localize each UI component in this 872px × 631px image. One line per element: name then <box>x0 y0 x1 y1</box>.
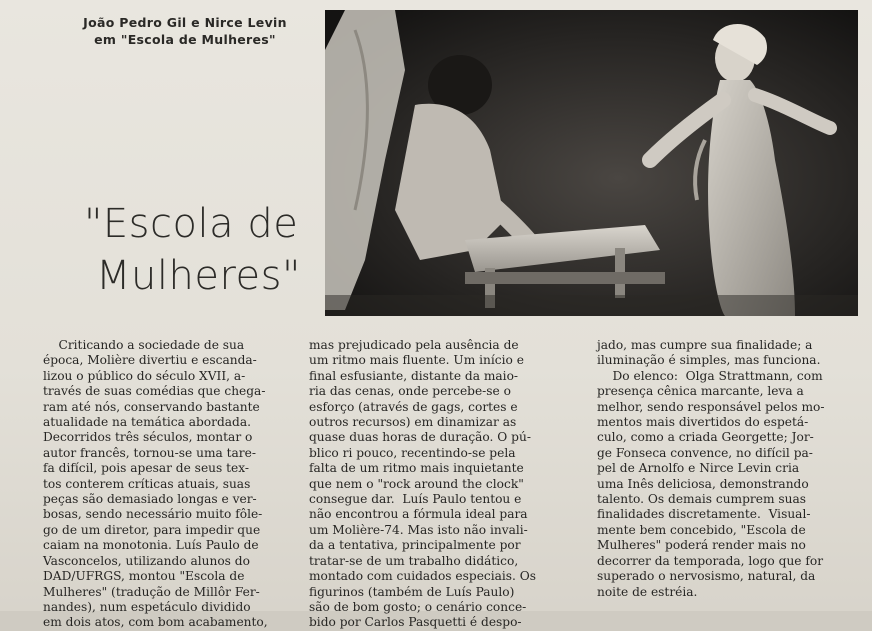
text-line: ram até nós, conservando bastante <box>43 399 260 414</box>
theater-scene-photo <box>325 10 858 316</box>
text-line: Decorridos três séculos, montar o <box>43 430 253 445</box>
text-line: bido por Carlos Pasquetti é despo- <box>309 615 522 630</box>
text-line: ge Fonseca convence, no difícil pa- <box>597 445 813 460</box>
text-line: go de um diretor, para impedir que <box>43 522 261 537</box>
headline-line-2: Mulheres" <box>96 253 301 299</box>
photo-caption-line-2: em "Escola de Mulheres" <box>94 32 276 47</box>
text-line: Do elenco: Olga Strattmann, com <box>597 368 823 383</box>
text-line: melhor, sendo responsável pelos mo- <box>597 399 825 414</box>
text-line: mas prejudicado pela ausência de <box>309 338 519 352</box>
headline-line-1: "Escola de <box>84 201 299 247</box>
text-line: em dois atos, com bom acabamento, <box>43 615 268 630</box>
text-line: bosas, sendo necessário muito fôle- <box>43 507 263 522</box>
text-line: época, Molière divertiu e escanda- <box>43 353 257 368</box>
text-line: presença cênica marcante, leva a <box>597 384 804 399</box>
photo-caption <box>60 14 310 48</box>
text-line: pel de Arnolfo e Nirce Levin cria <box>597 461 800 476</box>
text-line: ria das cenas, onde percebe-se o <box>309 384 511 399</box>
text-line: final esfusiante, distante da maio- <box>309 368 519 383</box>
text-line: Criticando a sociedade de sua <box>43 338 245 352</box>
article-column-2 <box>309 338 569 631</box>
text-line: que nem o "rock around the clock" <box>309 476 524 491</box>
text-line: autor francês, tornou-se uma tare- <box>43 445 256 460</box>
text-line: esforço (através de gags, cortes e <box>309 399 518 414</box>
text-line: tos conterem críticas atuais, suas <box>43 476 251 491</box>
text-line: noite de estréia. <box>597 584 698 599</box>
text-line: talento. Os demais cumprem suas <box>597 492 807 507</box>
text-line: blico ri pouco, recentindo-se pela <box>309 445 516 460</box>
text-line: Mulheres" poderá render mais no <box>597 538 806 553</box>
text-line: peças são demasiado longas e ver- <box>43 492 257 507</box>
text-line: figurinos (também de Luís Paulo) <box>309 584 515 599</box>
text-line: decorrer da temporada, logo que for <box>597 553 824 568</box>
theater-scene-photo-icon <box>325 10 858 316</box>
text-line: Vasconcelos, utilizando alunos do <box>43 553 250 568</box>
text-line: mente bem concebido, "Escola de <box>597 522 806 537</box>
text-line: superado o nervosismo, natural, da <box>597 569 816 584</box>
photo-caption-line-1: João Pedro Gil e Nirce Levin <box>83 15 287 30</box>
text-line: lizou o público do século XVII, a- <box>43 368 246 383</box>
text-line: tratar-se de um trabalho didático, <box>309 553 519 568</box>
text-line: culo, como a criada Georgette; Jor- <box>597 430 814 445</box>
text-line: falta de um ritmo mais inquietante <box>309 461 524 476</box>
text-line: finalidades discretamente. Visual- <box>597 507 811 522</box>
text-line: uma Inês deliciosa, demonstrando <box>597 476 809 491</box>
text-line: um ritmo mais fluente. Um início e <box>309 353 524 368</box>
text-line: outros recursos) em dinamizar as <box>309 415 517 430</box>
text-line: não encontrou a fórmula ideal para <box>309 507 528 522</box>
text-line: caiam na monotonia. Luís Paulo de <box>43 538 259 553</box>
text-line: jado, mas cumpre sua finalidade; a <box>597 338 813 352</box>
text-line: fa difícil, pois apesar de seus tex- <box>43 461 250 476</box>
text-line: da a tentativa, principalmente por <box>309 538 521 553</box>
text-line: atualidade na temática abordada. <box>43 415 251 430</box>
text-line: nandes), num espetáculo dividido <box>43 599 251 614</box>
text-line: um Molière-74. Mas isto não invali- <box>309 522 528 537</box>
article-column-3 <box>597 338 867 600</box>
text-line: través de suas comédias que chega- <box>43 384 266 399</box>
text-line: montado com cuidados especiais. Os <box>309 569 537 584</box>
text-line: DAD/UFRGS, montou "Escola de <box>43 569 245 584</box>
text-line: Mulheres" (tradução de Millôr Fer- <box>43 584 260 599</box>
text-line: iluminação é simples, mas funciona. <box>597 353 821 368</box>
article-headline <box>84 198 314 302</box>
article-column-1 <box>43 338 303 631</box>
text-line: mentos mais divertidos do espetá- <box>597 415 809 430</box>
text-line: consegue dar. Luís Paulo tentou e <box>309 492 522 507</box>
text-line: quase duas horas de duração. O pú- <box>309 430 531 445</box>
text-line: são de bom gosto; o cenário conce- <box>309 599 527 614</box>
